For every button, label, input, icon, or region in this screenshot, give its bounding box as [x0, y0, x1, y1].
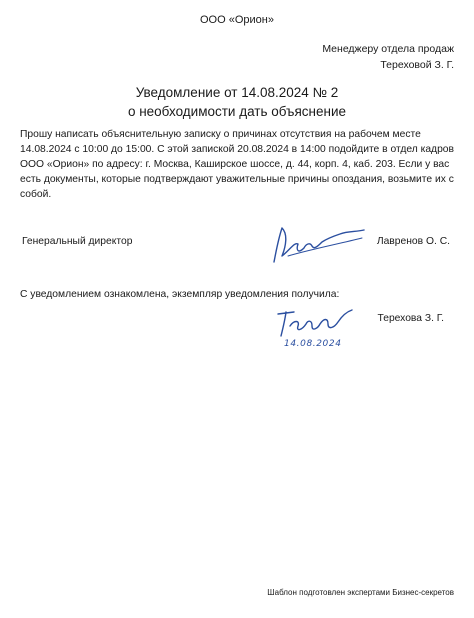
employee-name: Терехова З. Г.: [377, 313, 444, 324]
organization-name: ООО «Орион»: [200, 14, 274, 26]
addressee-name: Тереховой З. Г.: [380, 59, 454, 71]
title-line-2: о необходимости дать объяснение: [127, 104, 347, 119]
employee-signature: [272, 306, 356, 340]
signatory-name: Лавренов О. С.: [376, 236, 450, 247]
footer-note: Шаблон подготовлен экспертами Бизнес-секретов: [267, 588, 454, 597]
acknowledgment-text: С уведомлением ознакомлена, экземпляр уведомления получила:: [20, 289, 340, 300]
addressee-block: [322, 41, 454, 73]
document-title: [0, 83, 474, 121]
notice-body: Прошу написать объяснительную записку о причинах отсутствия на рабочем месте 14.08.2024 с 10:00 до 15:00. С этой запиской 20.08.2024 в 14:00 подойдите в отдел кадров ООО «Орион» по адресу: г. Москва, Каширское шоссе, д. 44, корп. 4, каб. 203. Если у вас есть документы, которые подтверждают уважительные причины опоздания, возьмите их с собой.: [20, 129, 454, 200]
signatory-position: Генеральный директор: [22, 236, 133, 247]
addressee-position: Менеджеру отдела продаж: [322, 43, 454, 55]
title-line-1: Уведомление от 14.08.2024 № 2: [135, 85, 339, 100]
director-signature: [268, 222, 368, 266]
handwritten-date: 14.08.2024: [284, 339, 342, 349]
